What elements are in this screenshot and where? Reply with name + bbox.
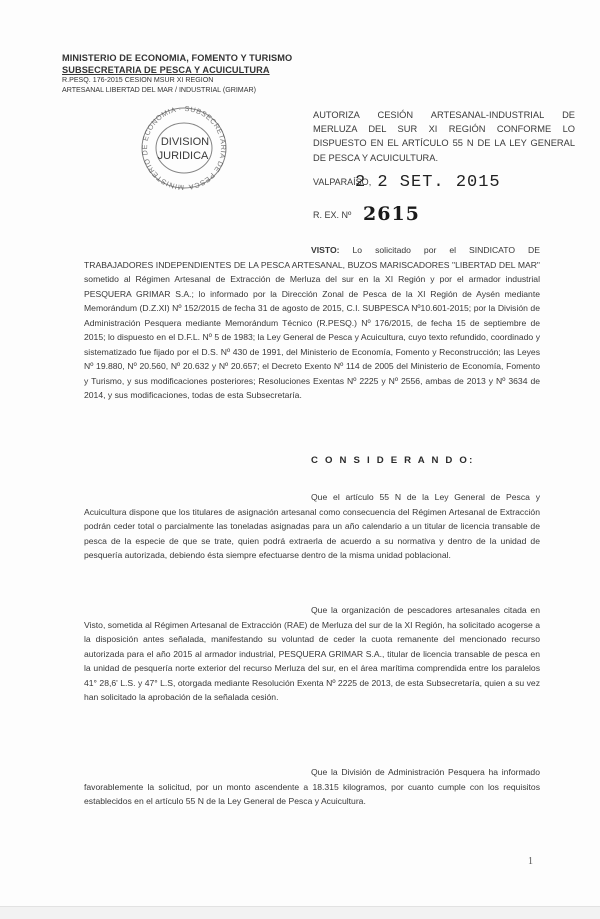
place-label: VALPARAÍSO, [313, 177, 372, 187]
paragraph-text: Que el artículo 55 N de la Ley General de Pesca y Acuicultura dispone que los titulares de asignación artesanal como consecuencia del Régimen Artesanal de Extracción podrán ceder total o parcialmente las toneladas asignadas para un año calendario a un titular de licencia transable de pesca de la especie de que se trate, quien podrá extraerla de acuerdo a su normativa y dentro de la unidad de pesquería autorizada, debiendo ésta siempre efectuarse dentro de la misma unidad poblacional. [84, 492, 540, 560]
visto-text: Lo solicitado por el SINDICATO DE TRABAJADORES INDEPENDIENTES DE LA PESCA ARTESANAL, BUZOS MARISCADORES "LIBERTAD DEL MAR" sometido al Régimen Artesanal de Extracción de Merluza del sur en la XI Región y por el armador industrial PESQUERA GRIMAR S.A.; lo informado por la Dirección Zonal de Pesca de la XI Región de Aysén mediante Memorándum (D.Z.XI) Nº 152/2015 de fecha 31 de agosto de 2015, C.I. SUBPESCA Nº10.601-2015; por la División de Administración Pesquera mediante Memorándum Técnico (R.PESQ.) Nº 176/2015, de fecha 15 de septiembre de 2015; lo dispuesto en el D.F.L. Nº 5 de 1983; la Ley General de Pesca y Acuicultura, cuyo texto refundido, coordinado y sistematizado fue fijado por el D.S. Nº 430 de 1991, del Ministerio de Economía, Fomento y Reconstrucción; las Leyes Nº 19.880, Nº 20.560, Nº 20.632 y Nº 20.657; el Decreto Exento Nº 114 de 2005 del Ministerio de Economía, Fomento y Turismo, y sus modificaciones posteriores; Resoluciones Exentas Nº 2225 y Nº 2556, ambas de 2013 y Nº 3634 de 2014, y sus modificaciones, todas de esta Subsecretaría. [84, 245, 540, 400]
resolution-title: AUTORIZA CESIÓN ARTESANAL-INDUSTRIAL DE MERLUZA DEL SUR XI REGIÓN CONFORME LO DISPUESTO EN EL ARTÍCULO 55 N DE LA LEY GENERAL DE PESCA Y ACUICULTURA. [313, 110, 575, 163]
date-stamp: 2 2 SET. 2015 [355, 173, 501, 192]
paragraph-text: Que la organización de pescadores artesanales citada en Visto, sometida al Régimen Artesanal de Extracción (RAE) de Merluza del sur de la XI Región, ha solicitado acogerse a la disposición antes señalada, manifestando su voluntad de ceder la cuota remanente del mencionado recurso autorizada para el año 2015 al armador industrial, PESQUERA GRIMAR S.A., titular de licencia transable de pesca en la unidad de pesquería norte exterior del recurso Merluza del sur, en el área marítima comprendida entre los paralelos 41° 28,6' L.S. y 47° L.S, otorgada mediante Resolución Exenta Nº 2225 de 2013, de esta Subsecretaría, quien a su vez han solicitado la aprobación de la señalada cesión. [84, 605, 540, 702]
resolution-number: 2615 [363, 203, 420, 225]
visto-section [84, 243, 540, 403]
svg-text:MINISTERIO DE ECONOMIA · SUBSE [140, 104, 228, 192]
page-number: 1 [528, 856, 533, 867]
considerando-paragraph-3 [84, 765, 540, 809]
reference-line-2: ARTESANAL LIBERTAD DEL MAR / INDUSTRIAL (GRIMAR) [62, 85, 256, 94]
considerando-paragraph-2 [84, 603, 540, 705]
subsecretaria-name: SUBSECRETARIA DE PESCA Y ACUICULTURA [62, 64, 270, 75]
resolution-number-label: R. EX. Nº [313, 210, 352, 220]
ministry-name: MINISTERIO DE ECONOMIA, FOMENTO Y TURISMO [62, 53, 293, 63]
letterhead [62, 53, 292, 95]
considerando-heading: C O N S I D E R A N D O: [311, 455, 475, 466]
division-juridica-stamp [125, 103, 243, 193]
paragraph-text: Que la División de Administración Pesquera ha informado favorablemente la solicitud, por un monto ascendente a 18.315 kilogramos, por cuanto cumple con los requisitos establecidos en el artículo 55 N de la Ley General de Pesca y Acuicultura. [84, 767, 540, 806]
considerando-paragraph-1 [84, 490, 540, 563]
reference-line-1: R.PESQ. 176-2015 CESION MSUR XI REGION [62, 76, 214, 85]
stamp-ring-text: MINISTERIO DE ECONOMIA · SUBSECRETARIA DE PESCA [139, 103, 229, 193]
visto-label: VISTO: [311, 245, 340, 255]
stamp-center-line-2: JURIDICA [157, 150, 209, 162]
scan-bottom-edge [0, 906, 600, 919]
stamp-center-line-1: DIVISION [160, 136, 210, 148]
